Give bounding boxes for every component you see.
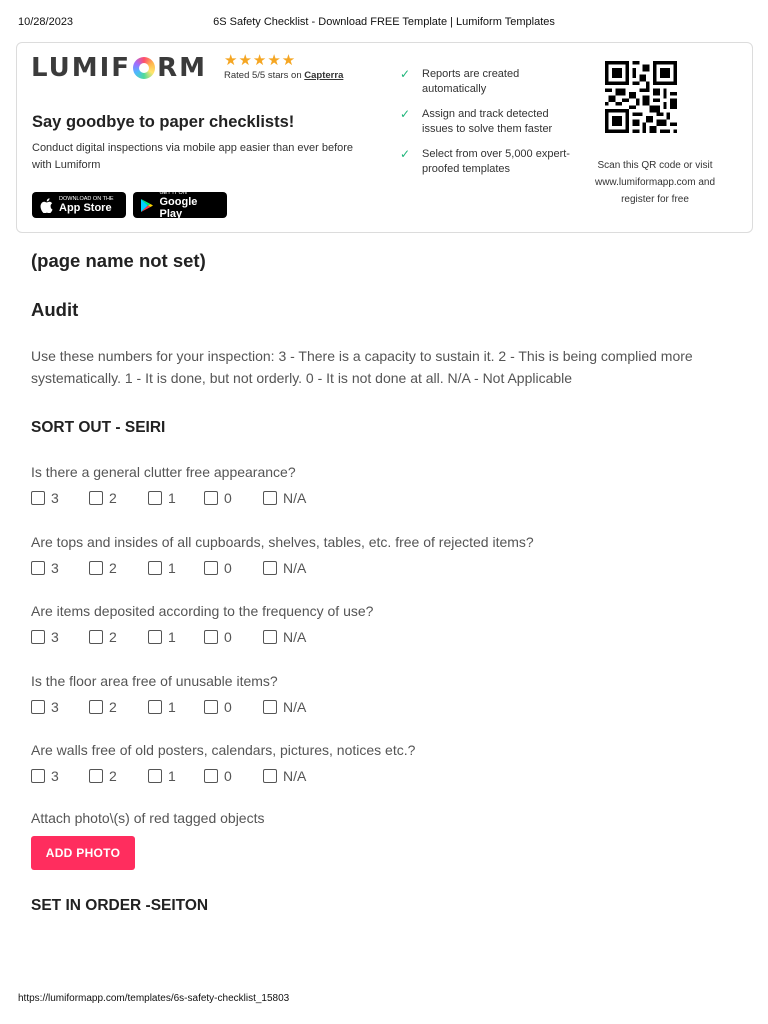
checkbox[interactable] — [204, 561, 218, 575]
page-name: (page name not set) — [31, 250, 206, 271]
answer-options — [31, 490, 431, 508]
checkbox[interactable] — [148, 769, 162, 783]
option-label: 0 — [224, 699, 232, 715]
checkbox[interactable] — [204, 491, 218, 505]
option-label: N/A — [283, 768, 307, 784]
app-store-button[interactable] — [32, 192, 126, 218]
option-0[interactable] — [204, 490, 232, 506]
print-date: 10/28/2023 — [18, 16, 74, 28]
banner-subtext: Conduct digital inspections via mobile app easier than ever before with Lumiform — [32, 142, 354, 171]
checkbox[interactable] — [263, 561, 277, 575]
checkbox[interactable] — [263, 700, 277, 714]
option-label: 3 — [51, 560, 59, 576]
benefit-text: Select from over 5,000 expert-proofed templates — [422, 148, 570, 175]
print-header — [18, 16, 750, 30]
option-3[interactable] — [31, 629, 59, 645]
checkbox[interactable] — [89, 630, 103, 644]
checkbox[interactable] — [148, 561, 162, 575]
capterra-link[interactable]: Capterra — [304, 70, 344, 81]
option-0[interactable] — [204, 699, 232, 715]
option-na[interactable] — [263, 629, 306, 645]
option-1[interactable] — [148, 490, 176, 506]
rating-label: Rated 5/5 stars on — [224, 70, 305, 81]
option-label: 3 — [51, 629, 59, 645]
instructions-text: Use these numbers for your inspection: 3 - There is a capacity to sustain it. 2 - This is being complied more systematically. 1 - It is done, but not orderly. 0 - It is not done at all. N/A - Not Applicable — [31, 348, 693, 386]
checkbox[interactable] — [263, 769, 277, 783]
option-label: 3 — [51, 490, 59, 506]
attach-photo-label: Attach photo\(s) of red tagged objects — [31, 810, 265, 826]
answer-options — [31, 629, 431, 647]
option-label: 3 — [51, 699, 59, 715]
print-title: 6S Safety Checklist - Download FREE Template | Lumiform Templates — [213, 16, 555, 28]
rating-block — [224, 53, 343, 81]
answer-options — [31, 699, 431, 717]
option-label: 1 — [168, 768, 176, 784]
banner-tagline: Say goodbye to paper checklists! — [32, 113, 295, 131]
rating-text — [224, 70, 343, 81]
benefits-list — [398, 67, 578, 187]
checkbox[interactable] — [148, 630, 162, 644]
google-play-small-text: GET IT ON — [159, 190, 187, 196]
option-1[interactable] — [148, 629, 176, 645]
benefit-item — [398, 107, 578, 137]
option-1[interactable] — [148, 560, 176, 576]
star-rating-icon: ★★★★★ — [224, 52, 297, 69]
option-label: N/A — [283, 490, 307, 506]
option-label: 0 — [224, 490, 232, 506]
checkbox[interactable] — [31, 561, 45, 575]
option-1[interactable] — [148, 699, 176, 715]
option-label: 3 — [51, 768, 59, 784]
checkbox[interactable] — [89, 700, 103, 714]
option-label: 1 — [168, 699, 176, 715]
check-icon: ✓ — [400, 67, 411, 81]
option-na[interactable] — [263, 560, 306, 576]
option-3[interactable] — [31, 490, 59, 506]
option-3[interactable] — [31, 768, 59, 784]
option-label: 1 — [168, 560, 176, 576]
question-text: Is there a general clutter free appearance? — [31, 464, 296, 480]
question-text: Are tops and insides of all cupboards, shelves, tables, etc. free of rejected items? — [31, 534, 534, 550]
checkbox[interactable] — [148, 700, 162, 714]
option-na[interactable] — [263, 768, 306, 784]
checkbox[interactable] — [89, 769, 103, 783]
checkbox[interactable] — [148, 491, 162, 505]
option-3[interactable] — [31, 699, 59, 715]
checkbox[interactable] — [31, 700, 45, 714]
checkbox[interactable] — [31, 491, 45, 505]
option-label: N/A — [283, 699, 307, 715]
google-play-label — [159, 190, 221, 220]
checkbox[interactable] — [204, 769, 218, 783]
option-2[interactable] — [89, 560, 117, 576]
checkbox[interactable] — [89, 561, 103, 575]
option-0[interactable] — [204, 768, 232, 784]
option-3[interactable] — [31, 560, 59, 576]
checkbox[interactable] — [89, 491, 103, 505]
benefit-text: Reports are created automatically — [422, 68, 520, 95]
option-label: 2 — [109, 629, 117, 645]
google-play-icon — [139, 197, 154, 213]
add-photo-button[interactable]: ADD PHOTO — [31, 836, 135, 870]
subsection-title: SORT OUT - SEIRI — [31, 419, 166, 436]
benefit-text: Assign and track detected issues to solve them faster — [422, 108, 553, 135]
logo-text-start: LUMIF — [31, 53, 132, 83]
option-label: 2 — [109, 768, 117, 784]
apple-icon — [38, 197, 54, 213]
option-label: 1 — [168, 490, 176, 506]
option-0[interactable] — [204, 560, 232, 576]
qr-code-icon[interactable] — [605, 61, 677, 133]
checkbox[interactable] — [31, 630, 45, 644]
option-2[interactable] — [89, 699, 117, 715]
answer-options — [31, 768, 431, 786]
lumiform-logo[interactable] — [31, 53, 207, 83]
option-label: 0 — [224, 560, 232, 576]
option-label: 2 — [109, 699, 117, 715]
check-icon: ✓ — [400, 107, 411, 121]
qr-caption: Scan this QR code or visit www.lumiformapp.com and register for free — [594, 160, 716, 205]
option-label: N/A — [283, 629, 307, 645]
logo-ring-icon — [133, 57, 155, 79]
option-label: 2 — [109, 490, 117, 506]
check-icon: ✓ — [400, 147, 411, 161]
checkbox[interactable] — [263, 491, 277, 505]
google-play-button[interactable] — [133, 192, 227, 218]
promo-banner — [16, 42, 753, 233]
question-text: Are items deposited according to the frequency of use? — [31, 603, 374, 619]
app-store-small-text: DOWNLOAD ON THE — [59, 196, 114, 202]
option-na[interactable] — [263, 699, 306, 715]
option-label: N/A — [283, 560, 307, 576]
option-label: 0 — [224, 768, 232, 784]
checkbox[interactable] — [204, 630, 218, 644]
app-store-label — [59, 196, 114, 214]
option-label: 2 — [109, 560, 117, 576]
subsection-title: SET IN ORDER -SEITON — [31, 897, 209, 914]
option-0[interactable] — [204, 629, 232, 645]
print-footer-url: https://lumiformapp.com/templates/6s-safety-checklist_15803 — [18, 993, 290, 1004]
option-label: 0 — [224, 629, 232, 645]
google-play-big-text: Google Play — [159, 196, 198, 220]
logo-text-end: RM — [157, 53, 207, 83]
checkbox[interactable] — [31, 769, 45, 783]
option-1[interactable] — [148, 768, 176, 784]
question-text: Are walls free of old posters, calendars, pictures, notices etc.? — [31, 742, 416, 758]
option-na[interactable] — [263, 490, 306, 506]
benefit-item — [398, 147, 578, 177]
benefit-item — [398, 67, 578, 97]
option-2[interactable] — [89, 629, 117, 645]
answer-options — [31, 560, 431, 578]
checkbox[interactable] — [263, 630, 277, 644]
question-text: Is the floor area free of unusable items? — [31, 673, 278, 689]
app-store-big-text: App Store — [59, 202, 112, 214]
option-2[interactable] — [89, 490, 117, 506]
option-label: 1 — [168, 629, 176, 645]
checkbox[interactable] — [204, 700, 218, 714]
section-title: Audit — [31, 299, 79, 320]
option-2[interactable] — [89, 768, 117, 784]
